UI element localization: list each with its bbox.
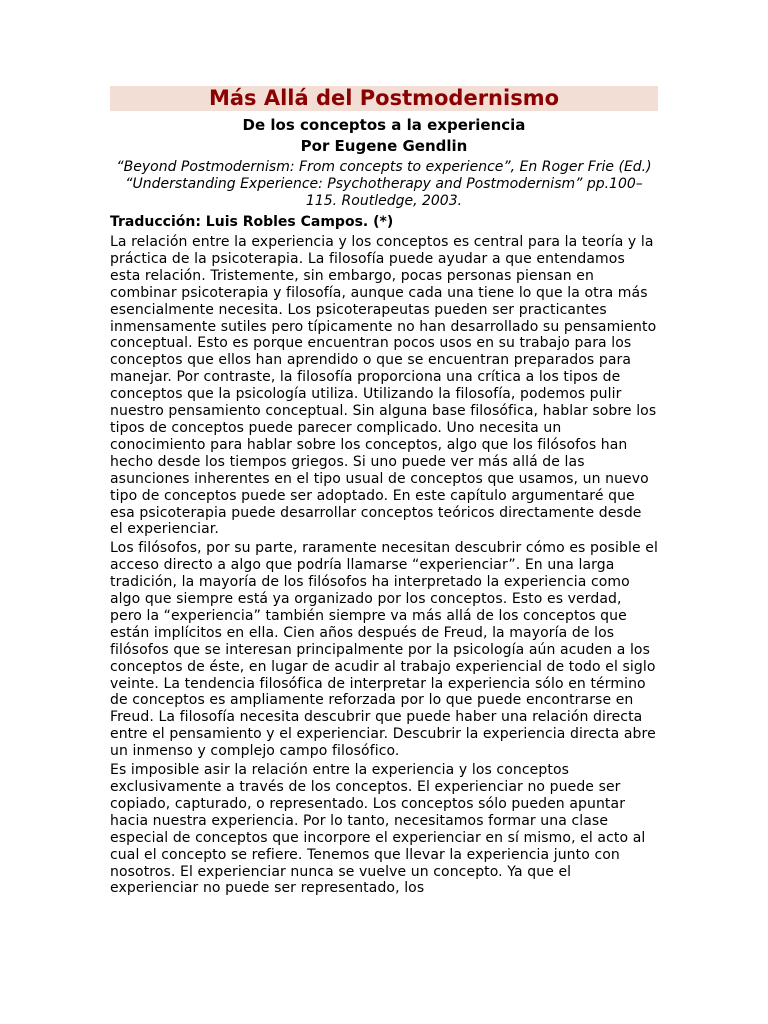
- title-banner: [110, 86, 658, 111]
- source-citation: “Beyond Postmodernism: From concepts to experience”, En Roger Frie (Ed.) “Understanding Experience: Psychotherapy and Postmodernism” pp.100–115. Routledge, 2003.: [116, 159, 652, 209]
- body-paragraph: Los filósofos, por su parte, raramente necesitan descubrir cómo es posible el acceso directo a algo que podría llamarse “experienciar”. En una larga tradición, la mayoría de los filósofos ha interpretado la experiencia como algo que siempre está ya organizado por los conceptos. Esto es verdad, pero la “experiencia” también siempre va más allá de los conceptos que están implícitos en ella. Cien años después de Freud, la mayoría de los filósofos que se interesan principalmente por la psicología aún acuden a los conceptos de éste, en lugar de acudir al trabajo experiencial de todo el siglo veinte. La tendencia filosófica de interpretar la experiencia sólo en término de conceptos es ampliamente reforzada por lo que puede encontrarse en Freud. La filosofía necesita descubrir que puede haber una relación directa entre el pensamiento y el experienciar. Descubrir la experiencia directa abre un inmenso y complejo campo filosófico.: [110, 540, 658, 760]
- body-paragraph: Es imposible asir la relación entre la experiencia y los conceptos exclusivamente a través de los conceptos. El experienciar no puede ser copiado, capturado, o representado. Los conceptos sólo pueden apuntar hacia nuestra experiencia. Por lo tanto, necesitamos formar una clase especial de conceptos que incorpore el experienciar en sí mismo, el acto al cual el concepto se refiere. Tenemos que llevar la experiencia junto con nosotros. El experienciar nunca se vuelve un concepto. Ya que el experienciar no puede ser representado, los: [110, 762, 646, 897]
- translation-credit: Traducción: Luis Robles Campos. (*): [110, 214, 394, 230]
- document-subtitle: De los conceptos a la experiencia: [242, 116, 526, 134]
- document-title: Más Allá del Postmodernismo: [208, 86, 560, 110]
- document-author: Por Eugene Gendlin: [300, 137, 468, 155]
- document-page: [110, 86, 658, 899]
- body-paragraph: La relación entre la experiencia y los conceptos es central para la teoría y la práctica de la psicoterapia. La filosofía puede ayudar a que entendamos esta relación. Tristemente, sin embargo, pocas personas piensan en combinar psicoterapia y filosofía, aunque cada una tiene lo que la otra más esencialmente necesita. Los psicoterapeutas pueden ser practicantes inmensamente sutiles pero típicamente no han desarrollado su pensamiento conceptual. Esto es porque encuentran pocos usos en su trabajo para los conceptos que ellos han aprendido o que se encuentran preparados para manejar. Por contraste, la filosofía proporciona una crítica a los tipos de conceptos que la psicología utiliza. Utilizando la filosofía, podemos pulir nuestro pensamiento conceptual. Sin alguna base filosófica, hablar sobre los tipos de conceptos puede parecer complicado. Uno necesita un conocimiento para hablar sobre los conceptos, algo que los filósofos han hecho desde los tiempos griegos. Si uno puede ver más allá de las asunciones inherentes en el tipo usual de conceptos que usamos, un nuevo tipo de conceptos puede ser adoptado. En este capítulo argumentaré que esa psicoterapia puede desarrollar conceptos teóricos directamente desde el experienciar.: [110, 234, 657, 538]
